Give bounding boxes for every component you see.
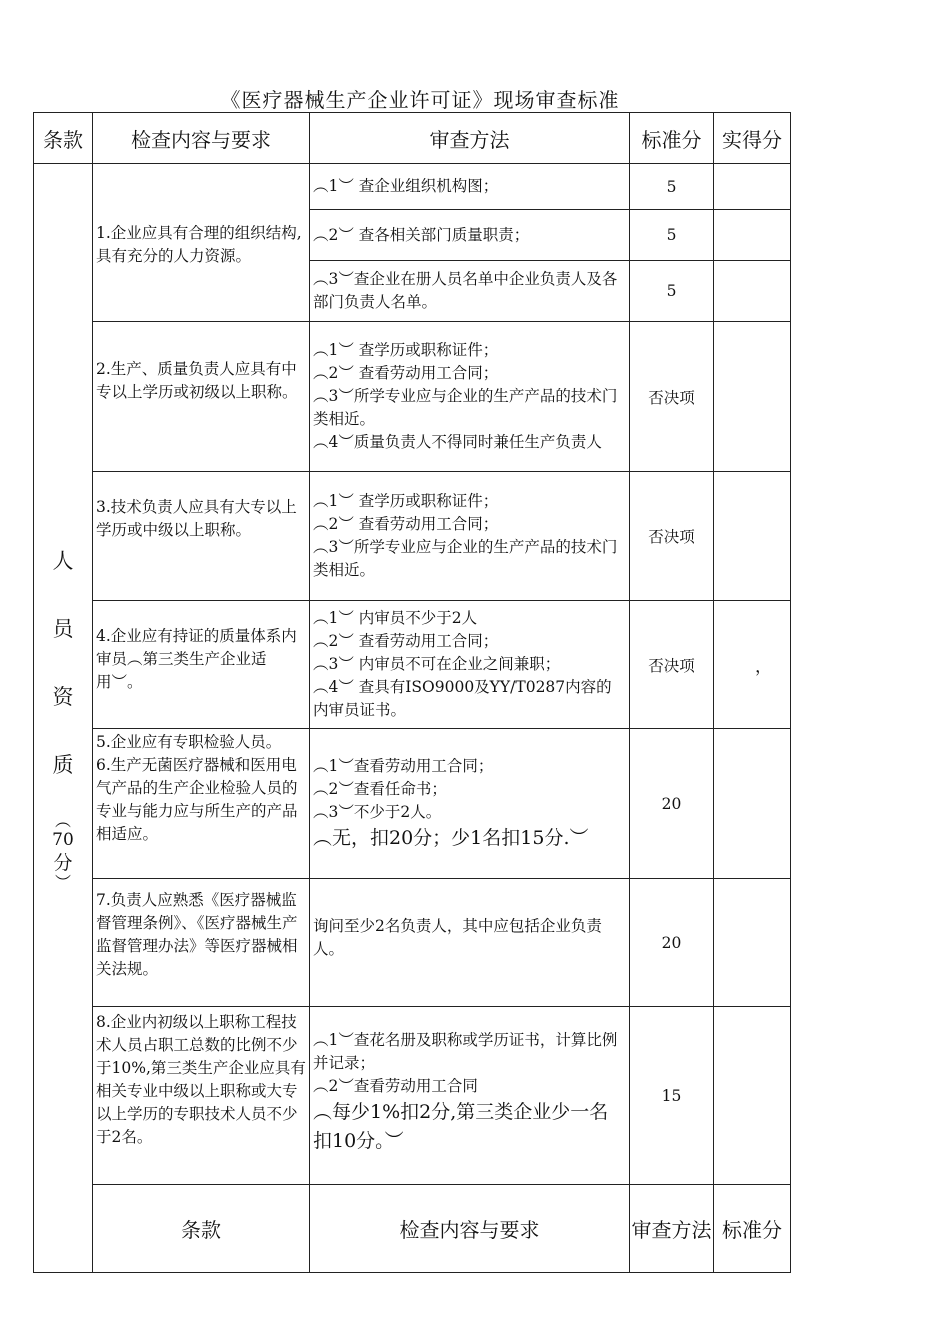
standard-score: 15 bbox=[630, 1007, 714, 1185]
actual-score bbox=[714, 210, 791, 261]
actual-score bbox=[714, 261, 791, 322]
requirement-cell: 7.负责人应熟悉《医疗器械监督管理条例》、《医疗器械生产监督管理办法》等医疗器械相关法规。 bbox=[93, 879, 310, 1007]
footer-header-row bbox=[34, 1185, 791, 1273]
method-line: ︵1︶ 内审员不少于2人 bbox=[313, 609, 478, 627]
actual-score bbox=[714, 472, 791, 601]
header-standard-score: 标准分 bbox=[714, 1185, 791, 1273]
method-line: ︵3︶查企业在册人员名单中企业负责人及各部门负责人名单。 bbox=[313, 270, 618, 311]
method-line: ︵4︶ 查具有ISO9000及YY/T0287内容的内审员证书。 bbox=[313, 678, 612, 719]
method-cell bbox=[310, 322, 630, 472]
standard-score: 5 bbox=[630, 164, 714, 210]
category-char: 员 bbox=[52, 617, 74, 641]
requirement-cell: 4.企业应有持证的质量体系内审员︵第三类生产企业适用︶。 bbox=[93, 601, 310, 729]
standard-score: 否决项 bbox=[630, 322, 714, 472]
table-row bbox=[34, 164, 791, 210]
requirement-line: 6.生产无菌医疗器械和医用电气产品的生产企业检验人员的专业与能力应与所生产的产品相适应。 bbox=[96, 756, 298, 843]
requirement-cell: 1.企业应具有合理的组织结构,具有充分的人力资源。 bbox=[93, 164, 310, 322]
standard-score: 5 bbox=[630, 261, 714, 322]
category-char: 质 bbox=[52, 753, 74, 777]
actual-score bbox=[714, 164, 791, 210]
method-line: ︵4︶质量负责人不得同时兼任生产负责人 bbox=[313, 433, 602, 451]
table-row bbox=[34, 729, 791, 879]
standard-score: 20 bbox=[630, 879, 714, 1007]
page-title: 《医疗器械生产企业许可证》现场审查标准 bbox=[220, 88, 620, 112]
method-line: ︵1︶查看劳动用工合同； bbox=[313, 756, 494, 775]
actual-score bbox=[714, 322, 791, 472]
method-cell bbox=[310, 1007, 630, 1185]
actual-score bbox=[714, 879, 791, 1007]
method-cell bbox=[310, 261, 630, 322]
table-row bbox=[34, 879, 791, 1007]
table-row bbox=[34, 472, 791, 601]
method-line: ︵2︶查看任命书； bbox=[313, 779, 447, 798]
method-line: ︵3︶不少于2人。 bbox=[313, 802, 442, 821]
method-line: 询问至少2名负责人，其中应包括企业负责人。 bbox=[313, 917, 602, 958]
table-row bbox=[34, 601, 791, 729]
header-requirement: 检查内容与要求 bbox=[93, 113, 310, 164]
method-cell bbox=[310, 601, 630, 729]
method-line: ︵2︶ 查看劳动用工合同； bbox=[313, 364, 499, 382]
category-bracket: ︶ bbox=[54, 873, 71, 892]
header-standard-score: 标准分 bbox=[630, 113, 714, 164]
table-row bbox=[34, 322, 791, 472]
category-char: 资 bbox=[52, 685, 74, 709]
standard-score: 20 bbox=[630, 729, 714, 879]
category-bracket: ︵ bbox=[54, 811, 71, 830]
review-table bbox=[33, 112, 791, 1273]
method-cell bbox=[310, 164, 630, 210]
deduction-note: ︵无，扣20分；少1名扣15分.︶ bbox=[313, 826, 589, 849]
deduction-note: ︵每少1%扣2分,第三类企业少一名扣10分。︶ bbox=[313, 1101, 609, 1152]
header-method: 审查方法 bbox=[630, 1185, 714, 1273]
method-line: ︵1︶ 查学历或职称证件； bbox=[313, 341, 499, 359]
header-actual-score: 实得分 bbox=[714, 113, 791, 164]
method-line: ︵3︶ 内审员不可在企业之间兼职； bbox=[313, 655, 561, 673]
actual-score: ， bbox=[714, 601, 791, 729]
header-clause: 条款 bbox=[93, 1185, 310, 1273]
standard-score: 否决项 bbox=[630, 601, 714, 729]
method-line: ︵1︶查花名册及职称或学历证书，计算比例并记录； bbox=[313, 1031, 618, 1072]
method-line: ︵2︶查看劳动用工合同 bbox=[313, 1077, 478, 1095]
method-line: ︵1︶ 查企业组织机构图； bbox=[313, 177, 499, 195]
method-cell bbox=[310, 472, 630, 601]
header-clause: 条款 bbox=[34, 113, 93, 164]
standard-score: 否决项 bbox=[630, 472, 714, 601]
table-row bbox=[34, 1007, 791, 1185]
header-requirement: 检查内容与要求 bbox=[310, 1185, 630, 1273]
method-line: ︵2︶ 查看劳动用工合同； bbox=[313, 515, 499, 533]
category-cell bbox=[34, 164, 93, 1273]
requirement-cell: 2.生产、质量负责人应具有中专以上学历或初级以上职称。 bbox=[93, 322, 310, 472]
category-score: 70 bbox=[52, 830, 74, 850]
requirement-line: 5.企业应有专职检验人员。 bbox=[96, 733, 282, 751]
category-char: 人 bbox=[52, 549, 74, 573]
category-score-unit: 分 bbox=[53, 852, 73, 874]
method-cell bbox=[310, 210, 630, 261]
method-line: ︵3︶所学专业应与企业的生产产品的技术门类相近。 bbox=[313, 387, 618, 428]
header-row bbox=[34, 113, 791, 164]
requirement-cell: 3.技术负责人应具有大专以上学历或中级以上职称。 bbox=[93, 472, 310, 601]
method-line: ︵1︶ 查学历或职称证件； bbox=[313, 492, 499, 510]
method-line: ︵2︶ 查各相关部门质量职责； bbox=[313, 225, 530, 244]
method-line: ︵3︶所学专业应与企业的生产产品的技术门类相近。 bbox=[313, 538, 618, 579]
header-method: 审查方法 bbox=[310, 113, 630, 164]
method-cell bbox=[310, 729, 630, 879]
method-line: ︵2︶ 查看劳动用工合同； bbox=[313, 632, 499, 650]
actual-score bbox=[714, 1007, 791, 1185]
requirement-cell bbox=[93, 729, 310, 879]
method-cell bbox=[310, 879, 630, 1007]
actual-score bbox=[714, 729, 791, 879]
requirement-cell: 8.企业内初级以上职称工程技术人员占职工总数的比例不少于10%,第三类生产企业应具有相关专业中级以上职称或大专以上学历的专职技术人员不少于2名。 bbox=[93, 1007, 310, 1185]
standard-score: 5 bbox=[630, 210, 714, 261]
